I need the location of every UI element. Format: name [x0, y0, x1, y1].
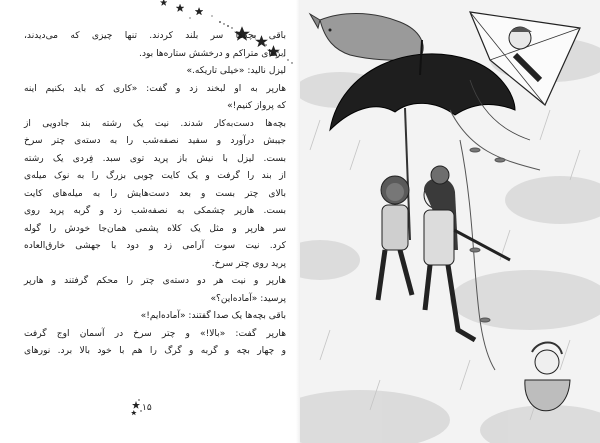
text-line: بست. هارپر چشمکی به نصفه‌شب زد و گربه پرید روی — [24, 206, 286, 216]
text-line: بچه‌ها دست‌به‌کار شدند. نیت یک رشته بند جادویی از — [24, 118, 286, 129]
flying-umbrella-illustration — [300, 0, 600, 443]
text-line: ابرهای متراکم و درخشش ستاره‌ها بود. — [139, 48, 286, 59]
text-line: لیزل نالید: «خیلی تاریکه.» — [186, 66, 286, 76]
illustration-page — [300, 0, 600, 443]
text-line: پرید روی چتر سرخ. — [211, 258, 286, 269]
text-line: که پرواز کنیم!» — [227, 101, 286, 111]
text-line: و چهار بچه و گربه و گرگ را هم با خود بالا برد. نورهای — [24, 346, 286, 356]
text-line: هارپر به او لبخند زد و گفت: «کاری که باید بکنیم اینه — [24, 83, 286, 94]
text-line: هارپر و نیت هر دو دسته‌ی چتر را محکم گرفتند و هارپر — [24, 276, 286, 286]
text-line: کرد. نیت سوت آرامی زد و دود با جهشی خارق‌العاده — [24, 241, 286, 251]
text-line: جیبش درآورد و سفید نصفه‌شب را به دسته‌ی چتر سرخ — [24, 136, 286, 146]
text-line: هارپر گفت: «بالا!» و چتر سرخ در آسمان اوج گرفت — [24, 328, 286, 339]
page-number: ۱۵ — [142, 403, 152, 413]
text-line: بالای چتر بست و بعد دست‌هایش را به میله‌های کایت — [24, 188, 286, 199]
story-text — [24, 28, 286, 361]
text-line: باقی بچه‌ها یک صدا گفتند: «آماده‌ایم!» — [140, 311, 286, 321]
text-line: پرسید: «آماده‌این؟» — [210, 293, 286, 304]
text-line: بست. لیزل با نیش باز پرید توی سبد. فِردی یک رشته — [24, 153, 286, 164]
text-line: از بند را گرفت و یک کایت چوبی بزرگ را به نوک میله‌ی — [24, 171, 286, 181]
text-line: باقی بچه‌ها سر بلند کردند. تنها چیزی که می‌دیدند، — [24, 31, 286, 41]
text-line: سر هارپر و مثل یک کلاه پشمی همان‌جا خودش را گوله — [24, 223, 286, 234]
